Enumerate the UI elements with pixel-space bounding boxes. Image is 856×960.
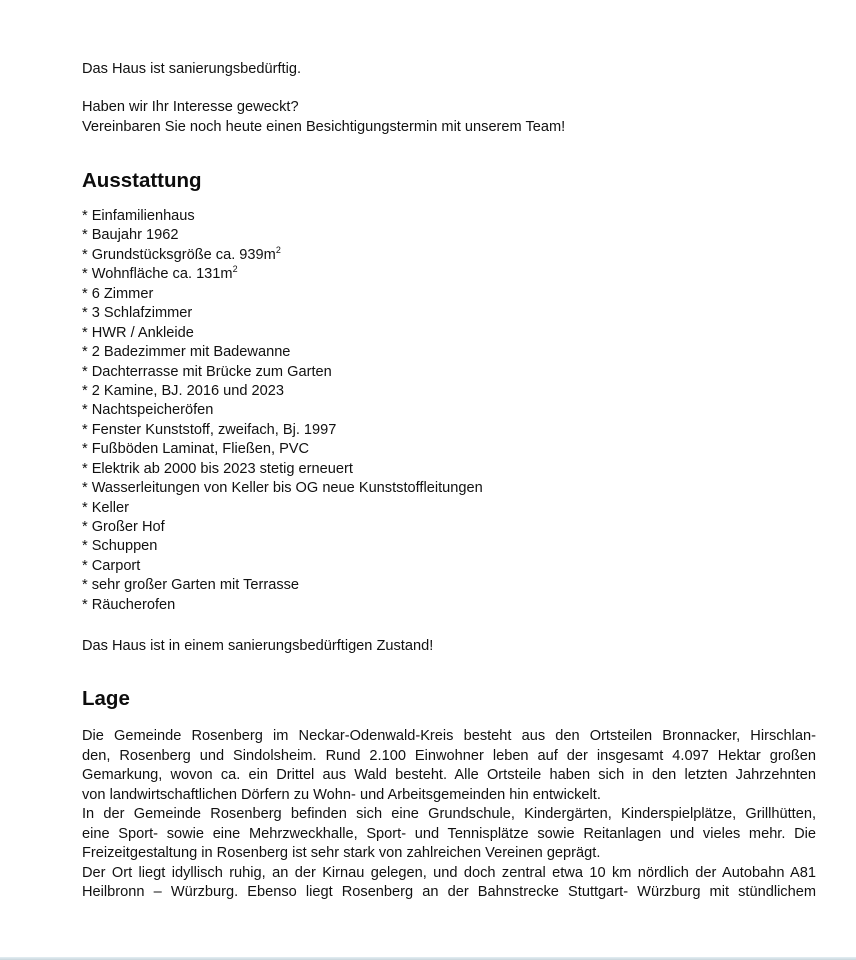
bullet-marker: * [82, 460, 88, 477]
feature-text: Nachtspeicheröfen [91, 402, 214, 419]
feature-item [82, 479, 483, 498]
feature-item [82, 324, 483, 343]
unit-superscript: 2 [275, 244, 281, 255]
bullet-marker: * [82, 382, 88, 399]
feature-text: Carport [91, 557, 141, 574]
paragraph-line: den, Rosenberg und Sindolsheim. Rund 2.100 Einwohner leben auf der insgesamt 4.097 Hektar großen [82, 747, 816, 764]
feature-text: HWR / Ankleide [91, 324, 194, 341]
feature-text: Fußböden Laminat, Fließen, PVC [91, 441, 310, 458]
paragraph-line: Freizeitgestaltung in Rosenberg ist sehr stark von zahlreichen Vereinen geprägt. [82, 845, 601, 861]
bullet-marker: * [82, 596, 88, 613]
section-heading-lage: Lage [82, 687, 130, 710]
bullet-marker: * [82, 266, 88, 283]
feature-item [82, 499, 483, 518]
feature-item [82, 304, 483, 323]
feature-text: Einfamilienhaus [91, 208, 195, 224]
condition-summary: Das Haus ist in einem sanierungsbedürftigen Zustand! [82, 638, 434, 654]
feature-item [82, 363, 483, 382]
paragraph-line: In der Gemeinde Rosenberg befinden sich eine Grundschule, Kindergärten, Kinderspielplätze, Grillhütten, [82, 806, 816, 822]
bullet-marker: * [82, 499, 88, 516]
paragraph-line: Die Gemeinde Rosenberg im Neckar-Odenwald-Kreis besteht aus den Ortsteilen Bronnacker, Hirschlan- [82, 728, 816, 744]
feature-text: 2 Badezimmer mit Badewanne [91, 344, 291, 361]
feature-item [82, 518, 483, 537]
bullet-marker: * [82, 557, 88, 574]
section-heading-ausstattung: Ausstattung [82, 169, 202, 192]
feature-text: Elektrik ab 2000 bis 2023 stetig erneuert [91, 460, 353, 477]
bullet-marker: * [82, 285, 88, 302]
feature-text: Räucherofen [91, 596, 176, 613]
feature-text: 3 Schlafzimmer [91, 305, 193, 322]
feature-text: Wasserleitungen von Keller bis OG neue Kunststoffleitungen [91, 480, 483, 497]
feature-text: Grundstücksgröße ca. 939m [91, 246, 276, 263]
feature-text: Schuppen [91, 538, 158, 555]
feature-text: Keller [91, 499, 129, 516]
bullet-marker: * [82, 227, 88, 244]
bullet-marker: * [82, 577, 88, 594]
bullet-marker: * [82, 480, 88, 497]
bullet-marker: * [82, 344, 88, 361]
feature-item [82, 207, 483, 226]
bullet-marker: * [82, 363, 88, 380]
feature-text: Wohnfläche ca. 131m [91, 266, 233, 283]
call-to-action-text: Vereinbaren Sie noch heute einen Besichtigungstermin mit unserem Team! [82, 119, 566, 135]
feature-text: Fenster Kunststoff, zweifach, Bj. 1997 [91, 421, 337, 438]
feature-text: Baujahr 1962 [91, 227, 179, 244]
interest-question: Haben wir Ihr Interesse geweckt? [82, 99, 299, 115]
feature-item [82, 460, 483, 479]
bullet-marker: * [82, 421, 88, 438]
feature-text: sehr großer Garten mit Terrasse [91, 577, 300, 594]
feature-item [82, 226, 483, 245]
feature-item [82, 421, 483, 440]
feature-item [82, 285, 483, 304]
unit-superscript: 2 [232, 264, 238, 275]
feature-item [82, 576, 483, 595]
feature-item [82, 440, 483, 459]
bullet-marker: * [82, 402, 88, 419]
feature-text: Dachterrasse mit Brücke zum Garten [91, 363, 332, 380]
feature-item [82, 265, 483, 284]
feature-item [82, 596, 483, 615]
paragraph-line: Der Ort liegt idyllisch ruhig, an der Kirnau gelegen, und doch zentral etwa 10 km nördlich der Autobahn A81 [82, 864, 816, 881]
bullet-marker: * [82, 324, 88, 341]
location-description [82, 727, 816, 903]
bullet-marker: * [82, 246, 88, 263]
feature-item [82, 401, 483, 420]
bullet-marker: * [82, 305, 88, 322]
feature-item [82, 382, 483, 401]
paragraph-line: Gemarkung, wovon ca. ein Drittel aus Wald besteht. Alle Ortsteile haben sich in den letzten Jahrzehnten [82, 767, 816, 783]
feature-item [82, 246, 483, 265]
feature-text: 2 Kamine, BJ. 2016 und 2023 [91, 382, 284, 399]
feature-item [82, 537, 483, 556]
bullet-marker: * [82, 208, 88, 224]
bullet-marker: * [82, 519, 88, 535]
bullet-marker: * [82, 441, 88, 458]
bullet-marker: * [82, 538, 88, 555]
condition-note: Das Haus ist sanierungsbedürftig. [82, 61, 302, 77]
feature-text: 6 Zimmer [91, 285, 154, 302]
feature-item [82, 343, 483, 362]
paragraph-line: Heilbronn – Würzburg. Ebenso liegt Rosenberg an der Bahnstrecke Stuttgart- Würzburg mit stündlichem [82, 884, 816, 900]
features-list [82, 207, 483, 615]
feature-item [82, 557, 483, 576]
paragraph-line: von landwirtschaftlichen Dörfern zu Wohn- und Arbeitsgemeinden hin entwickelt. [82, 786, 601, 803]
feature-text: Großer Hof [91, 519, 165, 535]
paragraph-line: eine Sport- sowie eine Mehrzweckhalle, Sport- und Tennisplätze sowie Reitanlagen und vieles mehr. Die [82, 825, 816, 842]
